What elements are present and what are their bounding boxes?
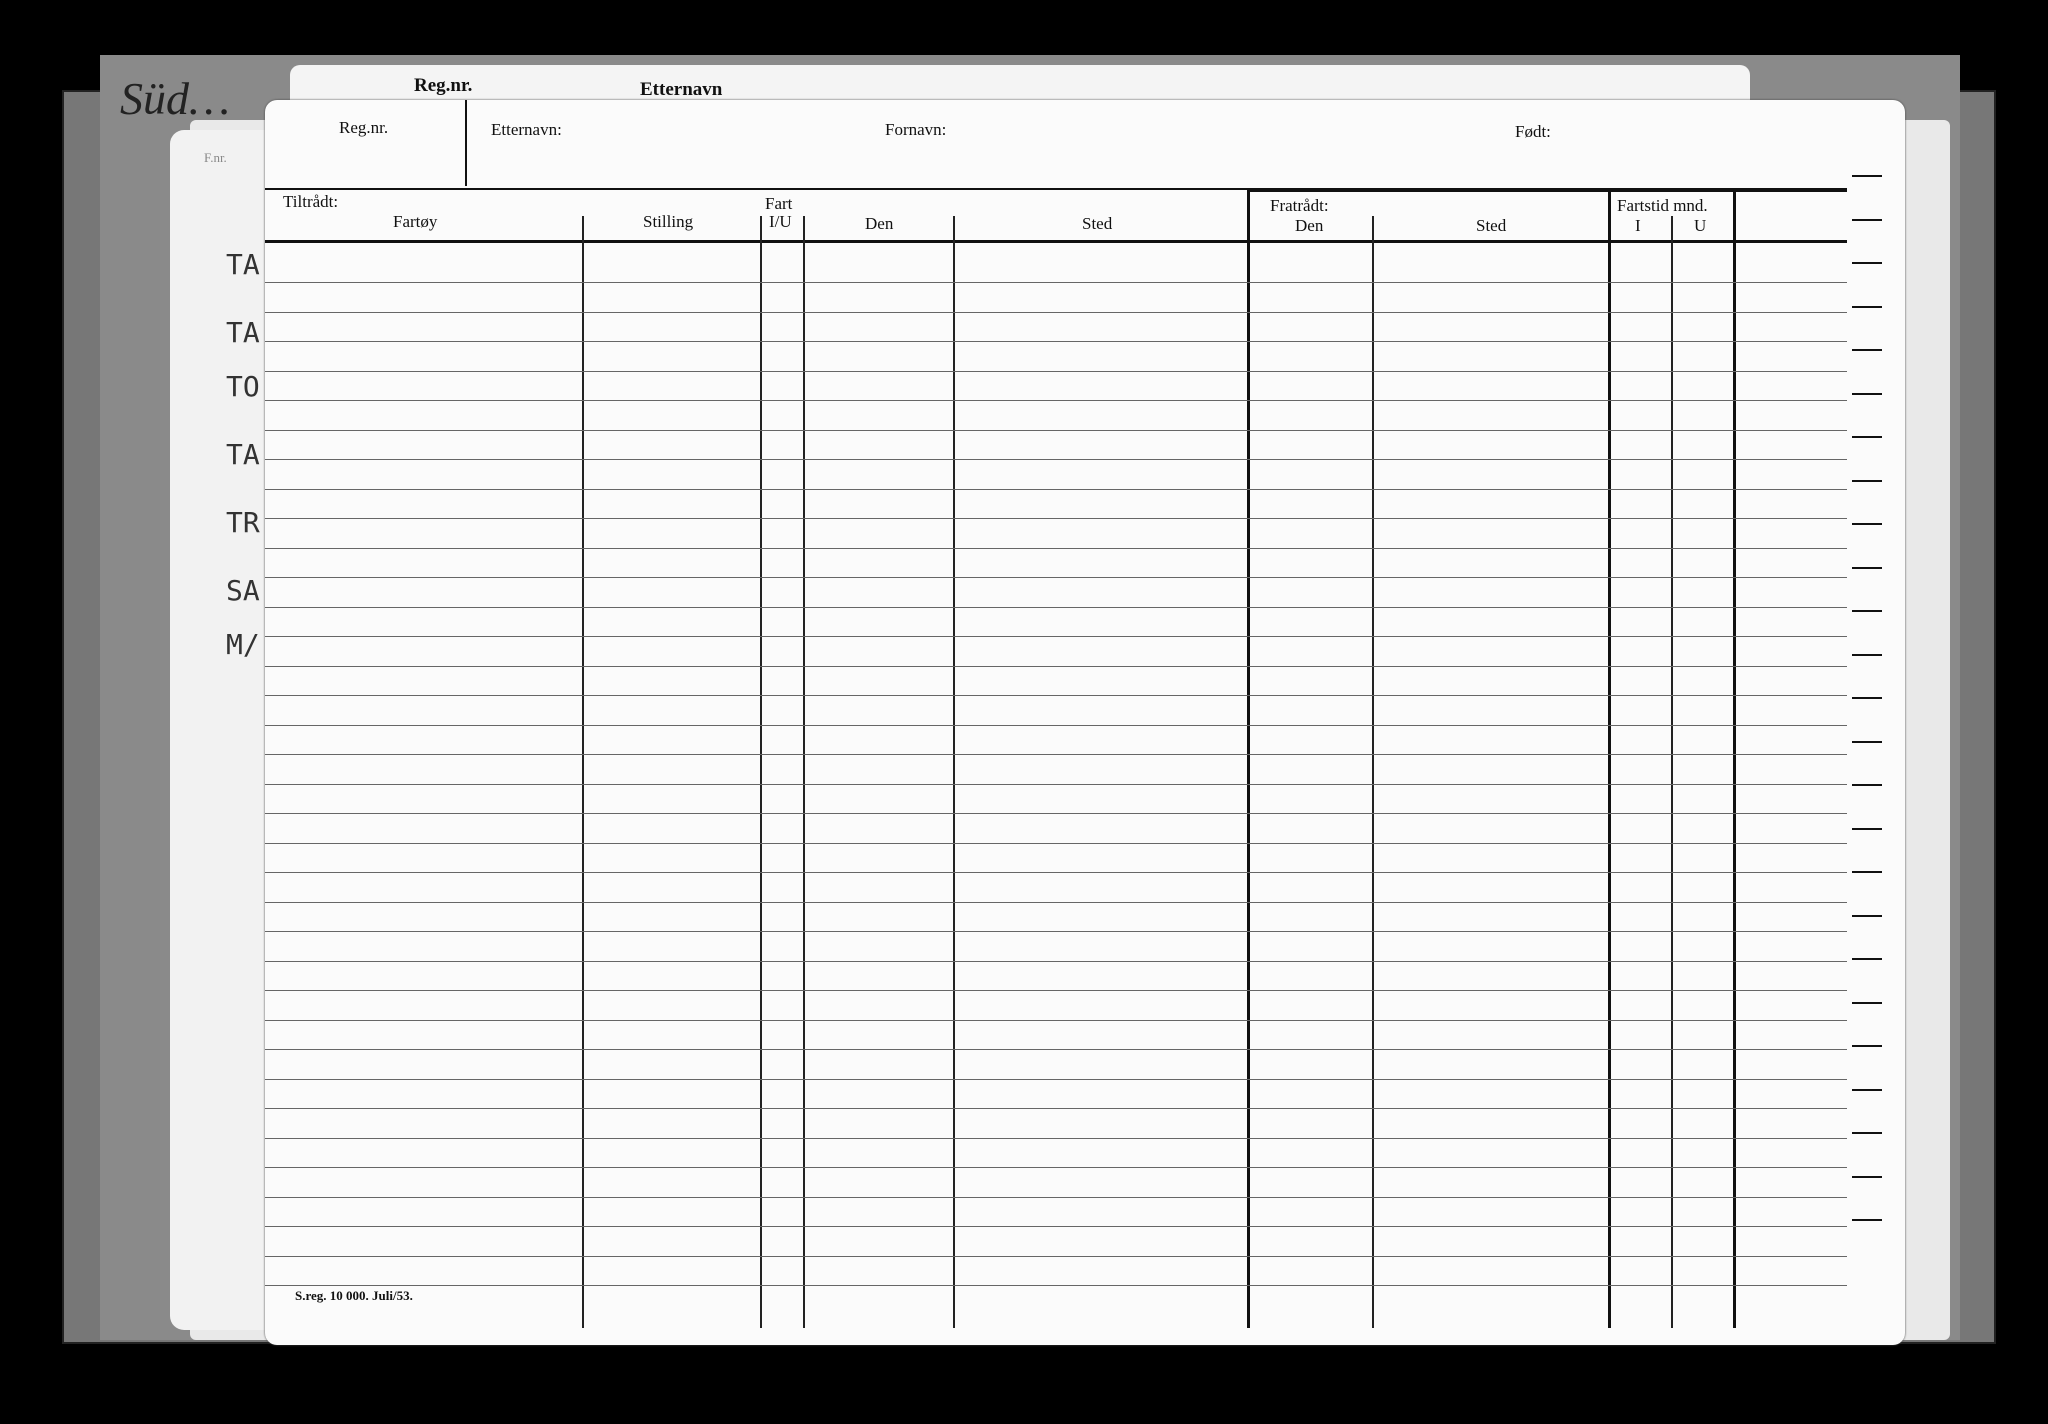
- margin-tick: [1852, 871, 1882, 873]
- col-divider: [953, 216, 955, 1328]
- col-iu: I/U: [769, 212, 792, 231]
- margin-tick: [1852, 1002, 1882, 1004]
- table-row: [265, 1108, 1847, 1109]
- front-card: [265, 100, 1905, 1345]
- col-fartoy: Fartøy: [393, 212, 438, 231]
- margin-tick: [1852, 393, 1882, 395]
- table-row: [265, 577, 1847, 578]
- fornavn-label: Fornavn:: [885, 120, 947, 139]
- margin-tick: [1852, 654, 1882, 656]
- table-row: [265, 666, 1847, 667]
- margin-tick: [1852, 175, 1882, 177]
- typed-entry: M/: [226, 628, 260, 661]
- fart-label: Fart: [765, 194, 793, 213]
- margin-tick: [1852, 523, 1882, 525]
- margin-tick: [1852, 436, 1882, 438]
- table-row: [265, 1020, 1847, 1021]
- typed-entry: TO: [226, 370, 260, 403]
- col-divider: [803, 216, 805, 1328]
- col-den-tiltradt: Den: [865, 214, 894, 233]
- margin-tick: [1852, 1132, 1882, 1134]
- margin-tick: [1852, 697, 1882, 699]
- margin-tick: [1852, 306, 1882, 308]
- typed-entry: TA: [226, 248, 260, 281]
- table-row: [265, 725, 1847, 726]
- fratradt-header-rule: [1250, 190, 1847, 192]
- table-row: [265, 784, 1847, 785]
- header-divider: [465, 100, 467, 186]
- margin-tick: [1852, 1176, 1882, 1178]
- table-row: [265, 990, 1847, 991]
- margin-tick: [1852, 828, 1882, 830]
- table-row: [265, 548, 1847, 549]
- table-row: [265, 341, 1847, 342]
- typed-entry: TR: [226, 506, 260, 539]
- typed-entry: TA: [226, 316, 260, 349]
- back-reg-nr-label: Reg.nr.: [414, 75, 473, 96]
- handwritten-name: Süd…: [120, 73, 230, 124]
- table-row: [265, 902, 1847, 903]
- margin-tick: [1852, 1045, 1882, 1047]
- margin-tick: [1852, 610, 1882, 612]
- col-stilling: Stilling: [643, 212, 694, 231]
- col-sted-tiltradt: Sted: [1082, 214, 1113, 233]
- table-row: [265, 1285, 1847, 1286]
- table-row: [265, 843, 1847, 844]
- etternavn-label: Etternavn:: [491, 120, 562, 139]
- col-divider: [760, 216, 762, 1328]
- margin-tick: [1852, 1219, 1882, 1221]
- margin-tick: [1852, 1089, 1882, 1091]
- col-divider-thick: [1733, 190, 1736, 1328]
- margin-tick: [1852, 784, 1882, 786]
- table-row: [265, 636, 1847, 637]
- typed-entry: SA: [226, 574, 260, 607]
- table-row: [265, 695, 1847, 696]
- table-row: [265, 282, 1847, 283]
- table-row: [265, 1079, 1847, 1080]
- table-row: [265, 400, 1847, 401]
- table-row: [265, 430, 1847, 431]
- table-row: [265, 1167, 1847, 1168]
- col-sted-fratradt: Sted: [1476, 216, 1507, 235]
- col-divider: [1671, 216, 1673, 1328]
- margin-tick: [1852, 567, 1882, 569]
- fratradt-label: Fratrådt:: [1270, 196, 1329, 215]
- print-note: S.reg. 10 000. Juli/53.: [295, 1288, 413, 1303]
- table-row: [265, 1226, 1847, 1227]
- table-row: [265, 371, 1847, 372]
- reg-nr-label: Reg.nr.: [339, 118, 389, 137]
- table-row: [265, 1256, 1847, 1257]
- col-divider-thick: [1608, 190, 1611, 1328]
- table-row: [265, 961, 1847, 962]
- margin-tick: [1852, 480, 1882, 482]
- table-row: [265, 518, 1847, 519]
- col-den-fratradt: Den: [1295, 216, 1324, 235]
- margin-tick: [1852, 958, 1882, 960]
- fartstid-label: Fartstid mnd.: [1617, 196, 1708, 215]
- margin-tick: [1852, 915, 1882, 917]
- col-divider: [1372, 216, 1374, 1328]
- margin-tick: [1852, 349, 1882, 351]
- margin-tick: [1852, 219, 1882, 221]
- table-row: [265, 1197, 1847, 1198]
- back-etternavn-label: Etternavn: [640, 79, 723, 100]
- typed-entry: TA: [226, 438, 260, 471]
- table-row: [265, 459, 1847, 460]
- tiltradt-label: Tiltrådt:: [283, 192, 339, 211]
- col-fartstid-i: I: [1635, 216, 1641, 235]
- table-row: [265, 312, 1847, 313]
- col-fartstid-u: U: [1694, 216, 1707, 235]
- table-row: [265, 931, 1847, 932]
- table-row: [265, 754, 1847, 755]
- col-divider: [582, 216, 584, 1328]
- table-row: [265, 1138, 1847, 1139]
- margin-tick: [1852, 262, 1882, 264]
- fnr-label: F.nr.: [204, 150, 227, 165]
- table-row: [265, 489, 1847, 490]
- table-row: [265, 813, 1847, 814]
- table-row: [265, 607, 1847, 608]
- table-row: [265, 1049, 1847, 1050]
- fodt-label: Født:: [1515, 122, 1551, 141]
- col-divider-thick: [1247, 190, 1250, 1328]
- table-row: [265, 872, 1847, 873]
- margin-tick: [1852, 741, 1882, 743]
